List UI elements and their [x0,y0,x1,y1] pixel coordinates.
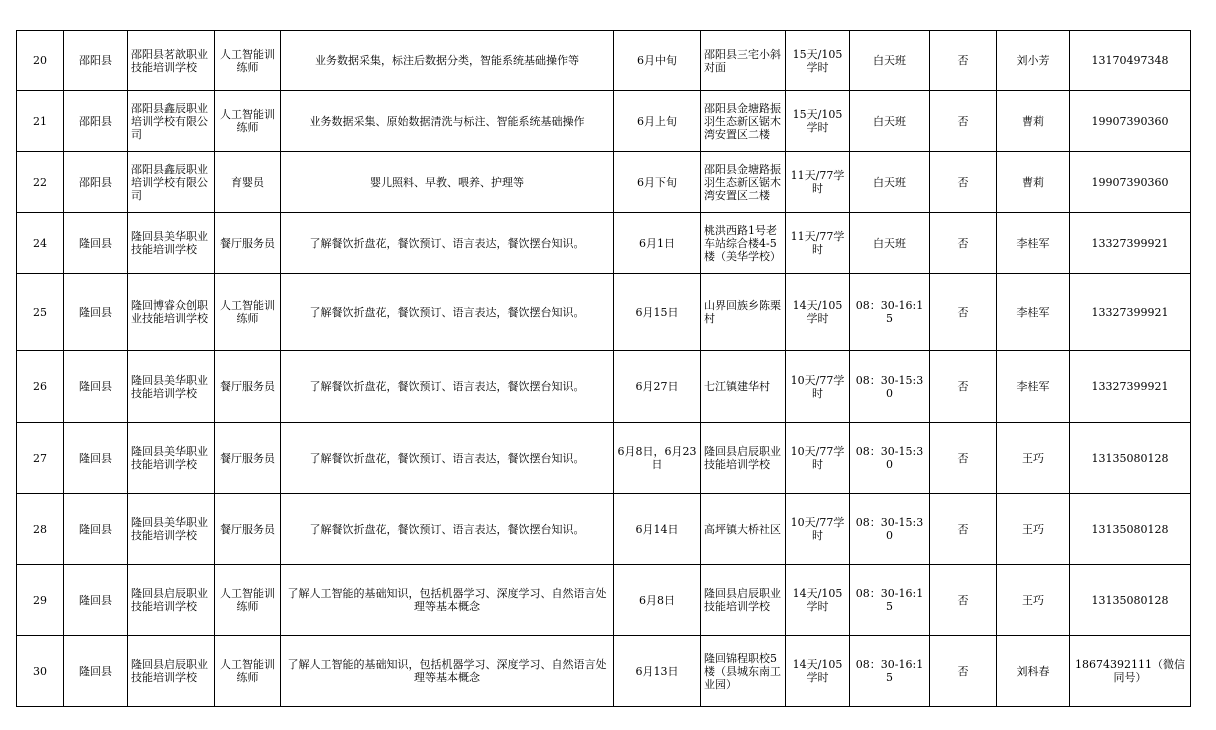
training-location: 邵阳县三宅小斜对面 [701,31,786,91]
training-location: 隆回县启辰职业技能培训学校 [701,565,786,636]
flag-value: 否 [930,152,997,213]
training-location: 桃洪西路1号老车站综合楼4-5楼（美华学校） [701,213,786,274]
training-content: 了解餐饮折盘花，餐饮预订、语言表达，餐饮摆台知识。 [281,213,614,274]
job-title: 人工智能训练师 [215,274,281,351]
contact-phone: 13135080128 [1070,494,1191,565]
training-hours: 14天/105学时 [786,565,850,636]
county: 隆回县 [64,274,128,351]
flag-value: 否 [930,274,997,351]
training-location: 邵阳县金塘路振羽生态新区锯木湾安置区二楼 [701,152,786,213]
row-number: 27 [17,423,64,494]
training-date: 6月上旬 [614,91,701,152]
job-title: 餐厅服务员 [215,494,281,565]
county: 隆回县 [64,423,128,494]
job-title: 人工智能训练师 [215,565,281,636]
contact-phone: 13135080128 [1070,565,1191,636]
training-location: 隆回锦程职校5楼（县城东南工业园） [701,636,786,707]
table-row [17,152,1191,213]
training-hours: 15天/105学时 [786,31,850,91]
table-row [17,565,1191,636]
training-date: 6月15日 [614,274,701,351]
row-number: 20 [17,31,64,91]
contact-phone: 18674392111（微信同号） [1070,636,1191,707]
contact-person: 刘小芳 [997,31,1070,91]
contact-person: 王巧 [997,494,1070,565]
contact-phone: 13327399921 [1070,213,1191,274]
job-title: 餐厅服务员 [215,213,281,274]
training-location: 七江镇建华村 [701,351,786,423]
contact-person: 李桂军 [997,351,1070,423]
training-location: 山界回族乡陈栗村 [701,274,786,351]
school-name: 隆回县美华职业技能培训学校 [128,213,215,274]
table-row [17,213,1191,274]
county: 隆回县 [64,351,128,423]
county: 隆回县 [64,494,128,565]
county: 隆回县 [64,213,128,274]
job-title: 人工智能训练师 [215,636,281,707]
flag-value: 否 [930,91,997,152]
training-content: 了解餐饮折盘花，餐饮预订、语言表达，餐饮摆台知识。 [281,494,614,565]
contact-phone: 13327399921 [1070,274,1191,351]
training-hours: 15天/105学时 [786,91,850,152]
training-content: 了解餐饮折盘花，餐饮预订、语言表达，餐饮摆台知识。 [281,351,614,423]
county: 隆回县 [64,565,128,636]
training-location: 邵阳县金塘路振羽生态新区锯木湾安置区二楼 [701,91,786,152]
job-title: 人工智能训练师 [215,31,281,91]
row-number: 22 [17,152,64,213]
class-time: 白天班 [850,31,930,91]
flag-value: 否 [930,636,997,707]
class-time: 08：30-16:15 [850,274,930,351]
contact-person: 曹莉 [997,91,1070,152]
contact-phone: 19907390360 [1070,91,1191,152]
training-date: 6月27日 [614,351,701,423]
training-hours: 10天/77学时 [786,494,850,565]
training-content: 了解人工智能的基础知识，包括机器学习、深度学习、自然语言处理等基本概念 [281,636,614,707]
training-hours: 14天/105学时 [786,274,850,351]
table-row [17,91,1191,152]
school-name: 邵阳县鑫辰职业培训学校有限公司 [128,91,215,152]
contact-phone: 19907390360 [1070,152,1191,213]
row-number: 26 [17,351,64,423]
row-number: 25 [17,274,64,351]
contact-person: 李桂军 [997,274,1070,351]
class-time: 白天班 [850,152,930,213]
training-hours: 10天/77学时 [786,423,850,494]
training-date: 6月13日 [614,636,701,707]
flag-value: 否 [930,213,997,274]
school-name: 隆回县启辰职业技能培训学校 [128,565,215,636]
school-name: 隆回县美华职业技能培训学校 [128,351,215,423]
row-number: 29 [17,565,64,636]
county: 邵阳县 [64,152,128,213]
table-row [17,423,1191,494]
flag-value: 否 [930,565,997,636]
class-time: 08：30-15:30 [850,494,930,565]
training-date: 6月8日，6月23日 [614,423,701,494]
training-content: 了解餐饮折盘花，餐饮预订、语言表达，餐饮摆台知识。 [281,423,614,494]
class-time: 08：30-16:15 [850,565,930,636]
school-name: 邵阳县茗歆职业技能培训学校 [128,31,215,91]
training-hours: 11天/77学时 [786,213,850,274]
training-content: 婴儿照料、早教、喂养、护理等 [281,152,614,213]
table-row [17,274,1191,351]
county: 隆回县 [64,636,128,707]
flag-value: 否 [930,423,997,494]
school-name: 隆回博睿众创职业技能培训学校 [128,274,215,351]
school-name: 隆回县美华职业技能培训学校 [128,494,215,565]
row-number: 30 [17,636,64,707]
school-name: 隆回县启辰职业技能培训学校 [128,636,215,707]
contact-person: 刘科春 [997,636,1070,707]
training-date: 6月1日 [614,213,701,274]
row-number: 21 [17,91,64,152]
flag-value: 否 [930,31,997,91]
class-time: 08：30-16:15 [850,636,930,707]
training-content: 了解餐饮折盘花，餐饮预订、语言表达，餐饮摆台知识。 [281,274,614,351]
training-schedule-table [16,30,1191,707]
contact-person: 王巧 [997,423,1070,494]
job-title: 餐厅服务员 [215,423,281,494]
contact-person: 曹莉 [997,152,1070,213]
county: 邵阳县 [64,91,128,152]
table-row [17,636,1191,707]
training-hours: 10天/77学时 [786,351,850,423]
contact-phone: 13327399921 [1070,351,1191,423]
class-time: 白天班 [850,213,930,274]
county: 邵阳县 [64,31,128,91]
table-row [17,351,1191,423]
training-hours: 14天/105学时 [786,636,850,707]
contact-person: 王巧 [997,565,1070,636]
school-name: 邵阳县鑫辰职业培训学校有限公司 [128,152,215,213]
contact-person: 李桂军 [997,213,1070,274]
contact-phone: 13170497348 [1070,31,1191,91]
school-name: 隆回县美华职业技能培训学校 [128,423,215,494]
job-title: 餐厅服务员 [215,351,281,423]
training-content: 业务数据采集，标注后数据分类，智能系统基础操作等 [281,31,614,91]
training-date: 6月8日 [614,565,701,636]
table-row [17,31,1191,91]
class-time: 白天班 [850,91,930,152]
training-date: 6月下旬 [614,152,701,213]
class-time: 08：30-15:30 [850,423,930,494]
training-location: 高坪镇大桥社区 [701,494,786,565]
flag-value: 否 [930,351,997,423]
job-title: 育婴员 [215,152,281,213]
training-content: 了解人工智能的基础知识，包括机器学习、深度学习、自然语言处理等基本概念 [281,565,614,636]
job-title: 人工智能训练师 [215,91,281,152]
contact-phone: 13135080128 [1070,423,1191,494]
training-date: 6月中旬 [614,31,701,91]
training-content: 业务数据采集、原始数据清洗与标注、智能系统基础操作 [281,91,614,152]
training-hours: 11天/77学时 [786,152,850,213]
row-number: 28 [17,494,64,565]
training-date: 6月14日 [614,494,701,565]
table-row [17,494,1191,565]
row-number: 24 [17,213,64,274]
training-location: 隆回县启辰职业技能培训学校 [701,423,786,494]
flag-value: 否 [930,494,997,565]
class-time: 08：30-15:30 [850,351,930,423]
